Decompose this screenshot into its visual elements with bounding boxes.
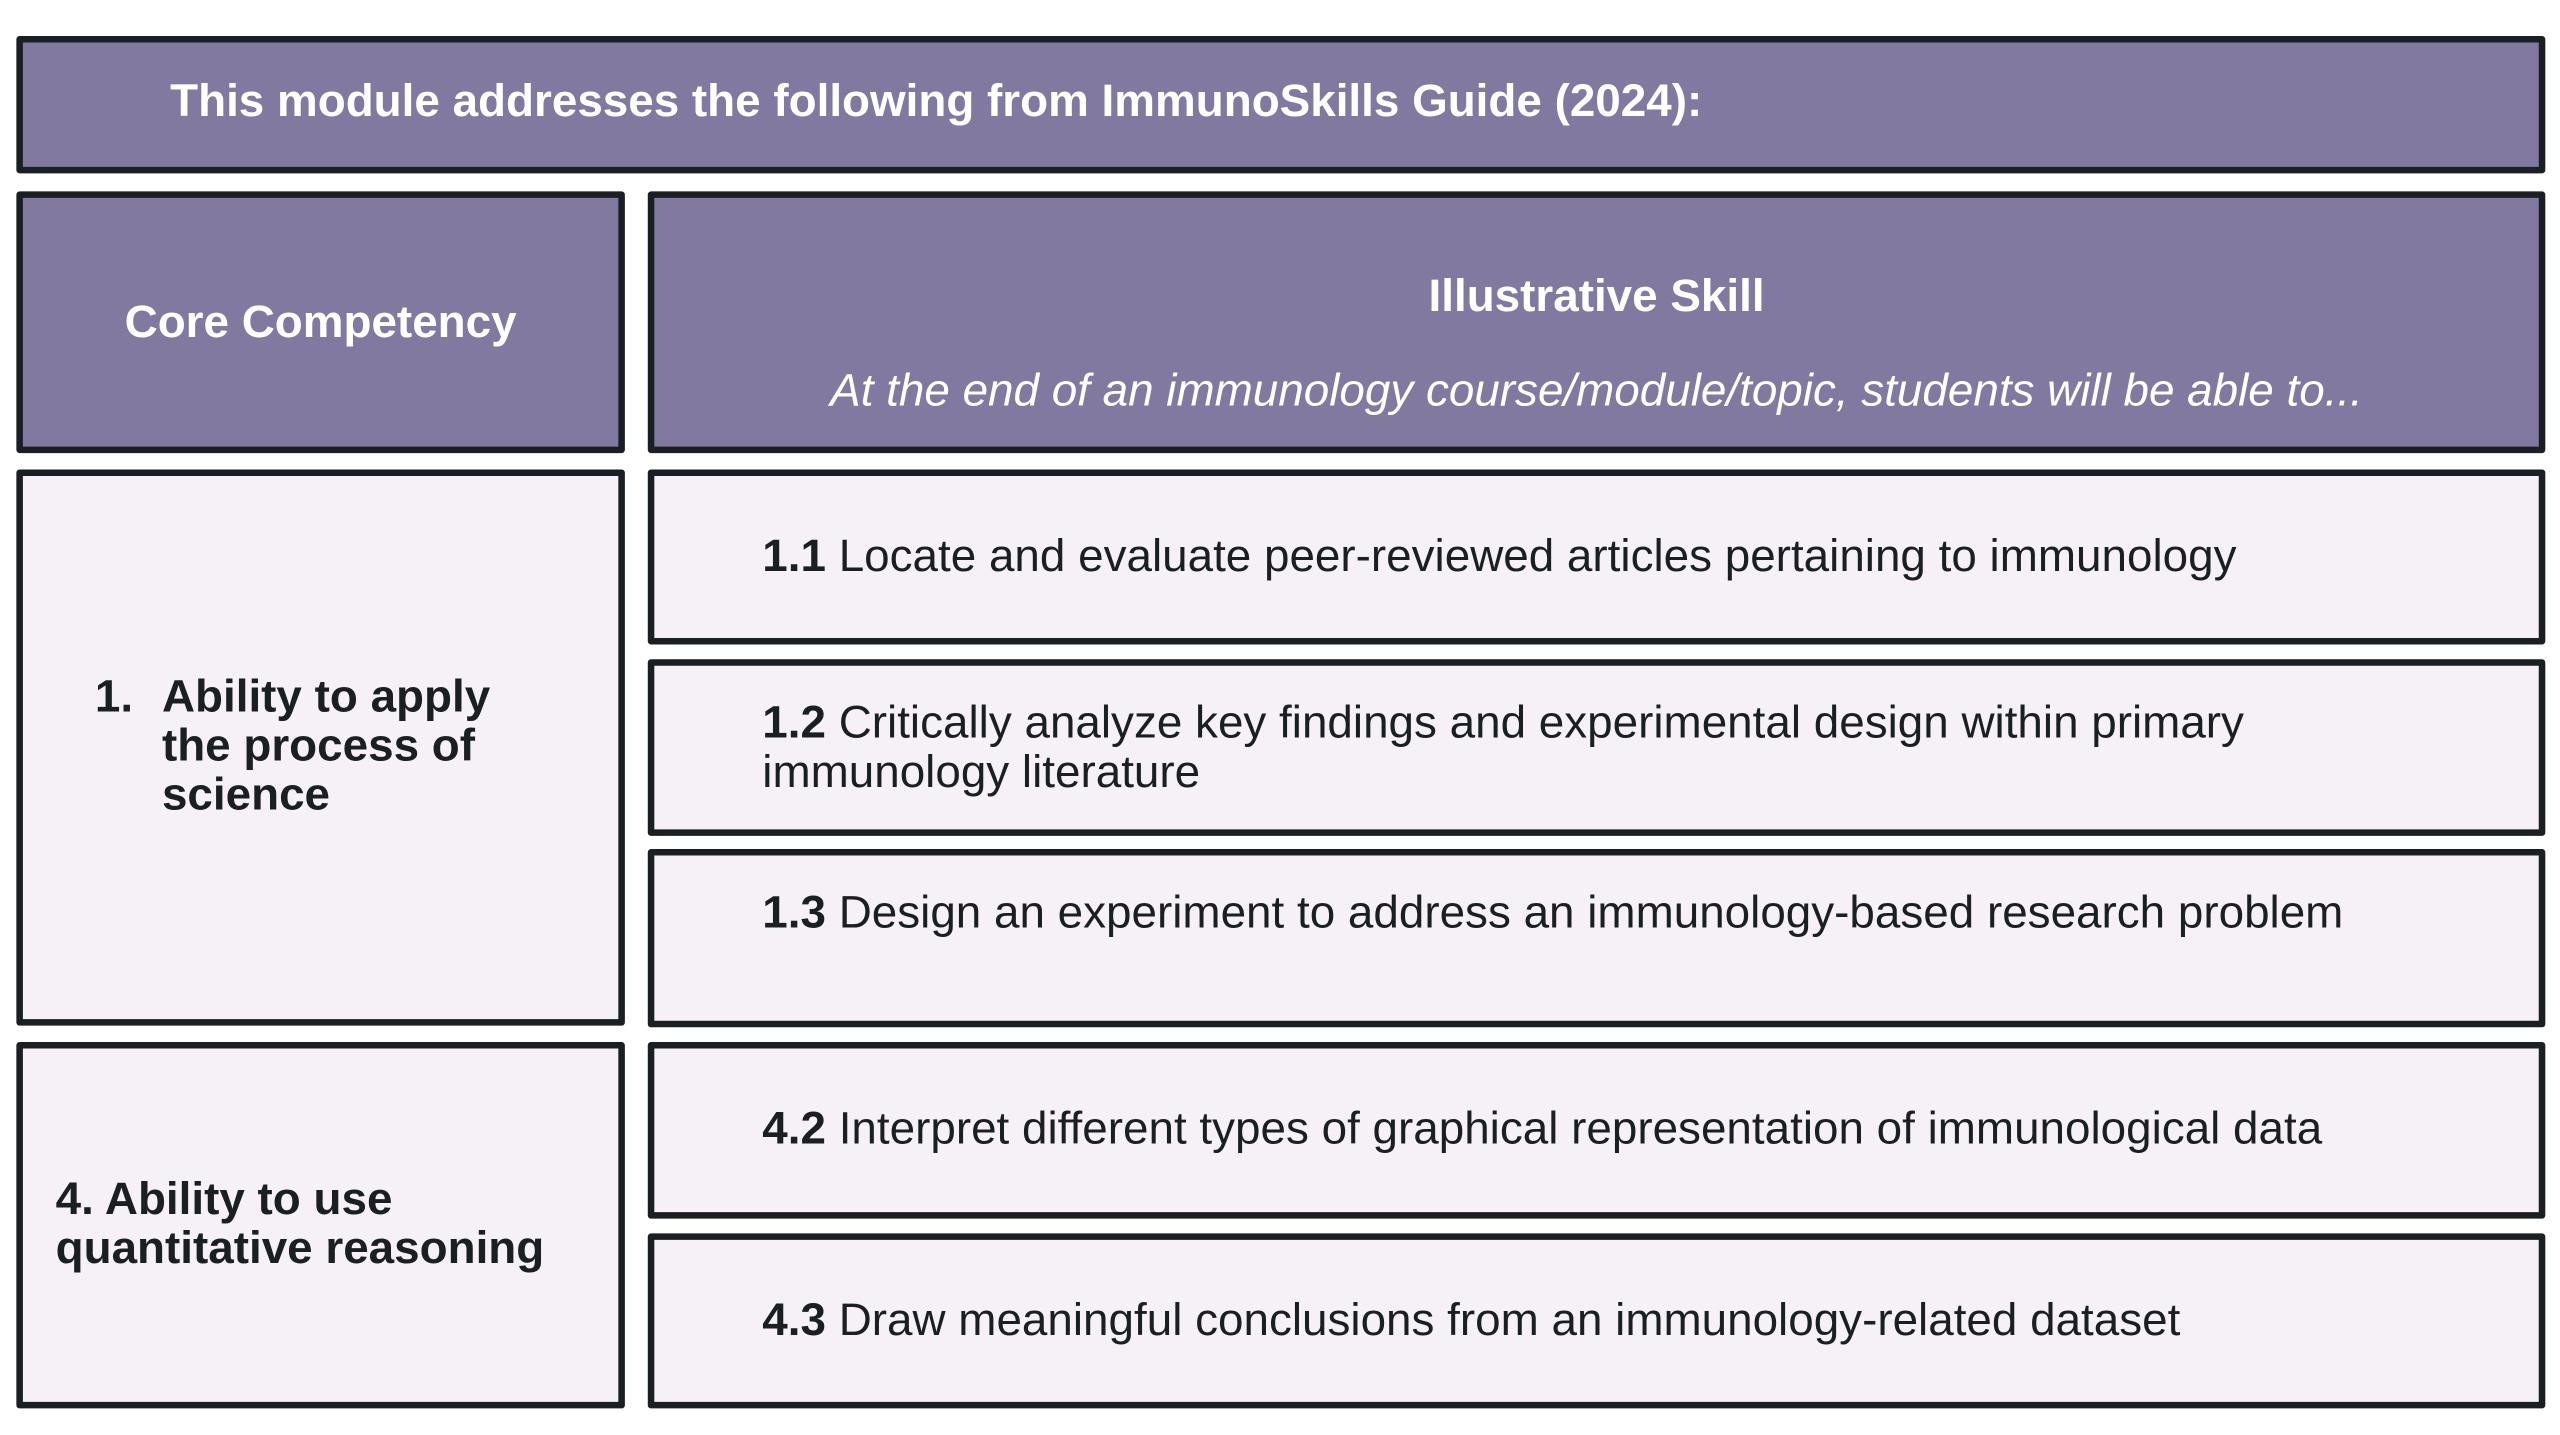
skill-row [648, 849, 2546, 1027]
skill-row [648, 1042, 2546, 1219]
skill-text: Interpret different types of graphical representation of immunological data [838, 1102, 2323, 1154]
skill-text: Design an experiment to address an immunology-based research problem [838, 886, 2344, 938]
competency-cell-4 [16, 1042, 625, 1408]
skill-row [648, 659, 2546, 836]
competency-label: Ability to use quantitative reasoning [55, 1172, 545, 1273]
skill-number: 1.3 [762, 886, 826, 938]
skill-number: 1.1 [762, 529, 826, 581]
skill-number: 4.2 [762, 1102, 826, 1154]
skill-row [648, 1233, 2546, 1408]
competency-number: 4. [55, 1172, 94, 1224]
core-competency-header [16, 191, 625, 453]
competency-label: Ability to apply the process of science [161, 670, 491, 820]
skill-row [648, 469, 2546, 644]
skill-text: Locate and evaluate peer-reviewed articles pertaining to immunology [838, 529, 2237, 581]
title-banner [16, 36, 2545, 173]
illustrative-skill-subtitle: At the end of an immunology course/module/topic, students will be able to... [830, 364, 2363, 416]
competency-cell-1 [16, 469, 625, 1025]
illustrative-skill-header [648, 191, 2546, 453]
competency-text [55, 1172, 612, 1273]
skill-number: 1.2 [762, 696, 826, 748]
title-text: This module addresses the following from ImmunoSkills Guide (2024): [170, 75, 1703, 126]
skill-number: 4.3 [762, 1293, 826, 1345]
core-competency-label: Core Competency [124, 296, 517, 347]
skill-text: Critically analyze key findings and experimental design within primary immunology literature [762, 696, 2244, 797]
competency-number: 1. [94, 670, 134, 722]
illustrative-skill-label: Illustrative Skill [1428, 269, 1765, 321]
skill-text: Draw meaningful conclusions from an immunology-related dataset [838, 1293, 2181, 1345]
